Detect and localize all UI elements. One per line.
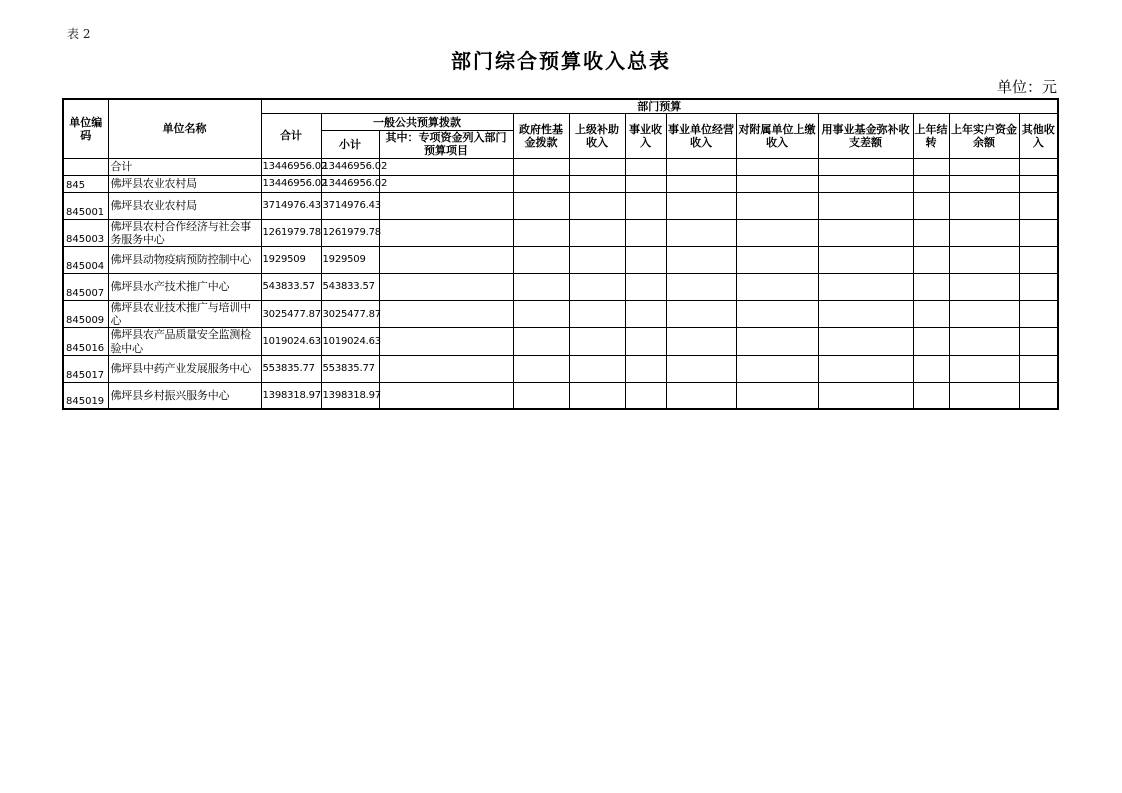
total-cell: 543833.57	[261, 273, 321, 300]
unit-name-cell: 合计	[108, 158, 261, 175]
subtotal-cell: 543833.57	[321, 273, 379, 300]
total-cell: 1261979.78	[261, 219, 321, 246]
empty-cell	[569, 192, 625, 219]
empty-cell	[913, 328, 949, 355]
empty-cell	[379, 328, 513, 355]
header-unit-code: 单位编码	[63, 99, 108, 158]
empty-cell	[736, 246, 818, 273]
table-row	[63, 219, 1058, 246]
empty-cell	[513, 219, 569, 246]
empty-cell	[513, 158, 569, 175]
subtotal-cell: 1261979.78	[321, 219, 379, 246]
table-row	[63, 328, 1058, 355]
empty-cell	[513, 246, 569, 273]
empty-cell	[1019, 219, 1058, 246]
empty-cell	[1019, 382, 1058, 409]
empty-cell	[569, 246, 625, 273]
empty-cell	[666, 300, 736, 327]
empty-cell	[913, 382, 949, 409]
empty-cell	[569, 355, 625, 382]
empty-cell	[379, 158, 513, 175]
empty-cell	[625, 328, 666, 355]
subtotal-cell: 3714976.43	[321, 192, 379, 219]
empty-cell	[818, 328, 913, 355]
empty-cell	[949, 355, 1019, 382]
unit-name-cell: 佛坪县农业农村局	[108, 192, 261, 219]
empty-cell	[818, 246, 913, 273]
header-subtotal: 小计	[321, 131, 379, 158]
empty-cell	[625, 382, 666, 409]
empty-cell	[913, 219, 949, 246]
empty-cell	[736, 219, 818, 246]
empty-cell	[666, 175, 736, 192]
empty-cell	[666, 219, 736, 246]
empty-cell	[569, 273, 625, 300]
empty-cell	[666, 192, 736, 219]
empty-cell	[666, 158, 736, 175]
empty-cell	[736, 158, 818, 175]
unit-code-cell: 845004	[63, 246, 108, 273]
total-cell: 3025477.87	[261, 300, 321, 327]
unit-name-cell: 佛坪县动物疫病预防控制中心	[108, 246, 261, 273]
table-number-label: 表 2	[67, 27, 91, 41]
table-row	[63, 355, 1058, 382]
empty-cell	[625, 273, 666, 300]
empty-cell	[625, 219, 666, 246]
subtotal-cell: 553835.77	[321, 355, 379, 382]
empty-cell	[1019, 192, 1058, 219]
header-total: 合计	[261, 114, 321, 158]
empty-cell	[379, 382, 513, 409]
unit-code-cell: 845003	[63, 219, 108, 246]
unit-name-cell: 佛坪县农业技术推广与培训中心	[108, 300, 261, 327]
empty-cell	[569, 382, 625, 409]
empty-cell	[913, 192, 949, 219]
empty-cell	[1019, 355, 1058, 382]
empty-cell	[736, 355, 818, 382]
empty-cell	[569, 175, 625, 192]
empty-cell	[379, 300, 513, 327]
header-row-1	[63, 99, 1058, 114]
empty-cell	[818, 219, 913, 246]
unit-code-cell	[63, 158, 108, 175]
empty-cell	[625, 158, 666, 175]
empty-cell	[736, 328, 818, 355]
empty-cell	[736, 192, 818, 219]
table-row	[63, 175, 1058, 192]
total-cell: 3714976.43	[261, 192, 321, 219]
subtotal-cell: 1398318.97	[321, 382, 379, 409]
empty-cell	[379, 355, 513, 382]
empty-cell	[1019, 300, 1058, 327]
empty-cell	[513, 355, 569, 382]
header-fund-balance: 用事业基金弥补收支差额	[818, 114, 913, 158]
empty-cell	[1019, 273, 1058, 300]
empty-cell	[513, 273, 569, 300]
empty-cell	[949, 328, 1019, 355]
empty-cell	[949, 300, 1019, 327]
empty-cell	[379, 246, 513, 273]
unit-name-cell: 佛坪县农产品质量安全监测检验中心	[108, 328, 261, 355]
subtotal-cell: 1929509	[321, 246, 379, 273]
header-actual-account-balance: 上年实户资金余额	[949, 114, 1019, 158]
unit-code-cell: 845001	[63, 192, 108, 219]
subtotal-cell: 13446956.02	[321, 175, 379, 192]
empty-cell	[513, 382, 569, 409]
empty-cell	[666, 273, 736, 300]
table-row	[63, 273, 1058, 300]
empty-cell	[666, 382, 736, 409]
table-body	[63, 158, 1058, 409]
empty-cell	[736, 300, 818, 327]
empty-cell	[913, 175, 949, 192]
header-operating-income: 事业单位经营收入	[666, 114, 736, 158]
empty-cell	[569, 300, 625, 327]
empty-cell	[818, 300, 913, 327]
total-cell: 553835.77	[261, 355, 321, 382]
empty-cell	[736, 273, 818, 300]
empty-cell	[818, 175, 913, 192]
empty-cell	[625, 300, 666, 327]
empty-cell	[818, 273, 913, 300]
empty-cell	[1019, 328, 1058, 355]
empty-cell	[913, 300, 949, 327]
empty-cell	[666, 355, 736, 382]
empty-cell	[1019, 246, 1058, 273]
empty-cell	[513, 328, 569, 355]
budget-income-table	[62, 98, 1059, 410]
empty-cell	[513, 192, 569, 219]
unit-name-cell: 佛坪县农村合作经济与社会事务服务中心	[108, 219, 261, 246]
total-cell: 13446956.02	[261, 175, 321, 192]
total-cell: 1019024.63	[261, 328, 321, 355]
unit-code-cell: 845007	[63, 273, 108, 300]
empty-cell	[569, 219, 625, 246]
empty-cell	[818, 355, 913, 382]
empty-cell	[1019, 175, 1058, 192]
empty-cell	[949, 246, 1019, 273]
empty-cell	[513, 300, 569, 327]
unit-name-cell: 佛坪县乡村振兴服务中心	[108, 382, 261, 409]
empty-cell	[949, 219, 1019, 246]
empty-cell	[569, 158, 625, 175]
empty-cell	[1019, 158, 1058, 175]
header-gov-fund: 政府性基金拨款	[513, 114, 569, 158]
empty-cell	[569, 328, 625, 355]
empty-cell	[666, 246, 736, 273]
empty-cell	[949, 192, 1019, 219]
empty-cell	[625, 175, 666, 192]
unit-name-cell: 佛坪县水产技术推广中心	[108, 273, 261, 300]
empty-cell	[949, 158, 1019, 175]
empty-cell	[736, 382, 818, 409]
empty-cell	[913, 158, 949, 175]
header-general-public-budget: 一般公共预算拨款	[321, 114, 513, 131]
unit-code-cell: 845016	[63, 328, 108, 355]
header-superior-subsidy: 上级补助收入	[569, 114, 625, 158]
unit-name-cell: 佛坪县中药产业发展服务中心	[108, 355, 261, 382]
header-business-income: 事业收入	[625, 114, 666, 158]
empty-cell	[818, 158, 913, 175]
header-affiliated-income: 对附属单位上缴收入	[736, 114, 818, 158]
total-cell: 1398318.97	[261, 382, 321, 409]
empty-cell	[818, 382, 913, 409]
empty-cell	[625, 355, 666, 382]
header-dept-budget: 部门预算	[261, 99, 1058, 114]
empty-cell	[913, 355, 949, 382]
header-carryover: 上年结转	[913, 114, 949, 158]
empty-cell	[379, 175, 513, 192]
empty-cell	[949, 175, 1019, 192]
unit-code-cell: 845019	[63, 382, 108, 409]
empty-cell	[736, 175, 818, 192]
empty-cell	[913, 273, 949, 300]
header-special-funds: 其中：专项资金列入部门预算项目	[379, 131, 513, 158]
empty-cell	[625, 192, 666, 219]
table-row	[63, 382, 1058, 409]
table-row	[63, 246, 1058, 273]
empty-cell	[379, 219, 513, 246]
empty-cell	[666, 328, 736, 355]
empty-cell	[379, 273, 513, 300]
header-unit-name: 单位名称	[108, 99, 261, 158]
table-row	[63, 158, 1058, 175]
table-row	[63, 192, 1058, 219]
unit-code-cell: 845017	[63, 355, 108, 382]
empty-cell	[913, 246, 949, 273]
unit-code-cell: 845	[63, 175, 108, 192]
unit-name-cell: 佛坪县农业农村局	[108, 175, 261, 192]
total-cell: 1929509	[261, 246, 321, 273]
table-header	[63, 99, 1058, 158]
subtotal-cell: 1019024.63	[321, 328, 379, 355]
unit-code-cell: 845009	[63, 300, 108, 327]
empty-cell	[379, 192, 513, 219]
unit-note: 单位：元	[996, 78, 1057, 96]
subtotal-cell: 13446956.02	[321, 158, 379, 175]
page-title: 部门综合预算收入总表	[451, 51, 671, 73]
table-row	[63, 300, 1058, 327]
empty-cell	[949, 382, 1019, 409]
empty-cell	[513, 175, 569, 192]
header-other-income: 其他收入	[1019, 114, 1058, 158]
empty-cell	[625, 246, 666, 273]
empty-cell	[818, 192, 913, 219]
total-cell: 13446956.02	[261, 158, 321, 175]
subtotal-cell: 3025477.87	[321, 300, 379, 327]
empty-cell	[949, 273, 1019, 300]
